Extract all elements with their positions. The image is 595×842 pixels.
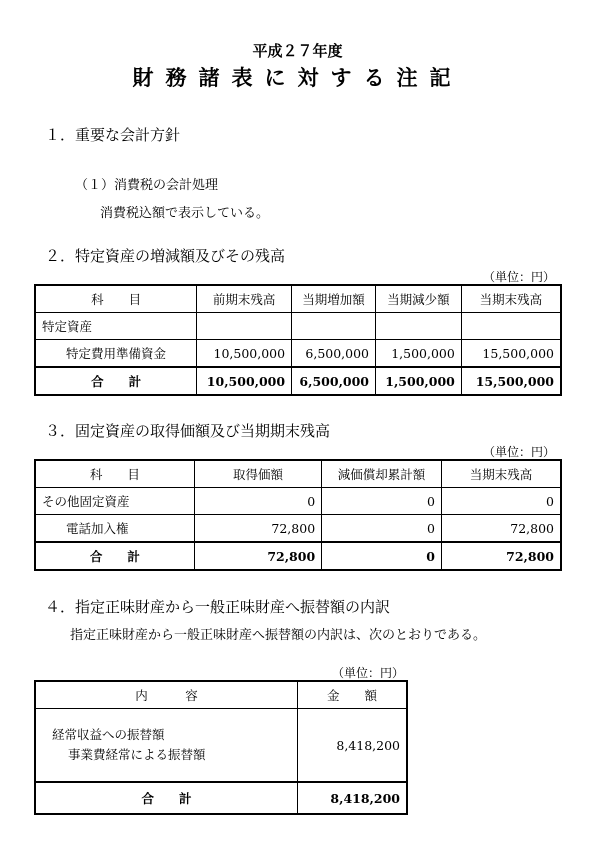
item-name: 特定費用準備資金 xyxy=(35,340,197,368)
value-cell: 0 xyxy=(322,515,442,543)
total-value: 6,500,000 xyxy=(292,367,376,395)
transfer-line-1: 経常収益への振替額 xyxy=(52,727,165,742)
row-name: 電話加入権 xyxy=(35,515,194,543)
document-title: 財務諸表に対する注記 xyxy=(132,65,463,90)
table-row xyxy=(35,488,561,515)
col-header: 内 容 xyxy=(35,681,297,709)
section1-heading: １．重要な会計方針 xyxy=(45,126,181,144)
transfer-line-2: 事業費経常による振替額 xyxy=(68,747,206,762)
specific-assets-table xyxy=(34,284,562,396)
value-cell: 6,500,000 xyxy=(292,340,376,368)
table-row xyxy=(35,340,561,368)
section2-heading: ２．特定資産の増減額及びその残高 xyxy=(45,247,286,265)
total-value: 10,500,000 xyxy=(197,367,292,395)
total-value: 0 xyxy=(322,542,442,570)
section3-heading: ３．固定資産の取得価額及び当期期末残高 xyxy=(45,422,331,440)
section1-subheading: （１）消費税の会計処理 xyxy=(75,178,219,193)
category-cell: 特定資産 xyxy=(35,313,197,340)
col-header: 減価償却累計額 xyxy=(322,460,442,488)
total-value: 72,800 xyxy=(194,542,321,570)
value-cell: 0 xyxy=(322,488,442,515)
total-row xyxy=(35,542,561,570)
total-row xyxy=(35,367,561,395)
col-header: 取得価額 xyxy=(194,460,321,488)
row-name: その他固定資産 xyxy=(35,488,194,515)
col-header: 当期末残高 xyxy=(441,460,561,488)
value-cell: 72,800 xyxy=(441,515,561,543)
fixed-assets-table xyxy=(34,459,562,571)
table-header-row xyxy=(35,681,407,709)
value-cell: 72,800 xyxy=(194,515,321,543)
col-header: 当期減少額 xyxy=(376,285,462,313)
section2-unit: （単位：円） xyxy=(483,270,556,284)
value-cell: 1,500,000 xyxy=(376,340,462,368)
fiscal-year: 平成２７年度 xyxy=(252,42,343,60)
col-header: 当期末残高 xyxy=(461,285,561,313)
amount-cell: 8,418,200 xyxy=(297,709,407,783)
col-header: 当期増加額 xyxy=(292,285,376,313)
total-label: 合 計 xyxy=(35,782,297,814)
table-row xyxy=(35,313,561,340)
section1-text: 消費税込額で表示している。 xyxy=(100,206,270,221)
total-value: 72,800 xyxy=(441,542,561,570)
total-label: 合 計 xyxy=(35,542,194,570)
table-row xyxy=(35,515,561,543)
col-header: 前期末残高 xyxy=(197,285,292,313)
total-value: 1,500,000 xyxy=(376,367,462,395)
value-cell: 0 xyxy=(194,488,321,515)
total-value: 8,418,200 xyxy=(297,782,407,814)
total-label: 合 計 xyxy=(35,367,197,395)
section4-heading: ４．指定正味財産から一般正味財産へ振替額の内訳 xyxy=(45,598,391,616)
total-row xyxy=(35,782,407,814)
col-header: 科 目 xyxy=(35,460,194,488)
transfer-breakdown-table xyxy=(34,680,408,815)
section4-text: 指定正味財産から一般正味財産へ振替額の内訳は、次のとおりである。 xyxy=(70,628,487,643)
value-cell: 10,500,000 xyxy=(197,340,292,368)
table-header-row xyxy=(35,460,561,488)
value-cell: 15,500,000 xyxy=(461,340,561,368)
total-value: 15,500,000 xyxy=(461,367,561,395)
table-row xyxy=(35,709,407,783)
section4-unit: （単位：円） xyxy=(332,666,405,680)
section3-unit: （単位：円） xyxy=(483,445,556,459)
table-header-row xyxy=(35,285,561,313)
col-header: 金 額 xyxy=(297,681,407,709)
col-header: 科 目 xyxy=(35,285,197,313)
value-cell: 0 xyxy=(441,488,561,515)
